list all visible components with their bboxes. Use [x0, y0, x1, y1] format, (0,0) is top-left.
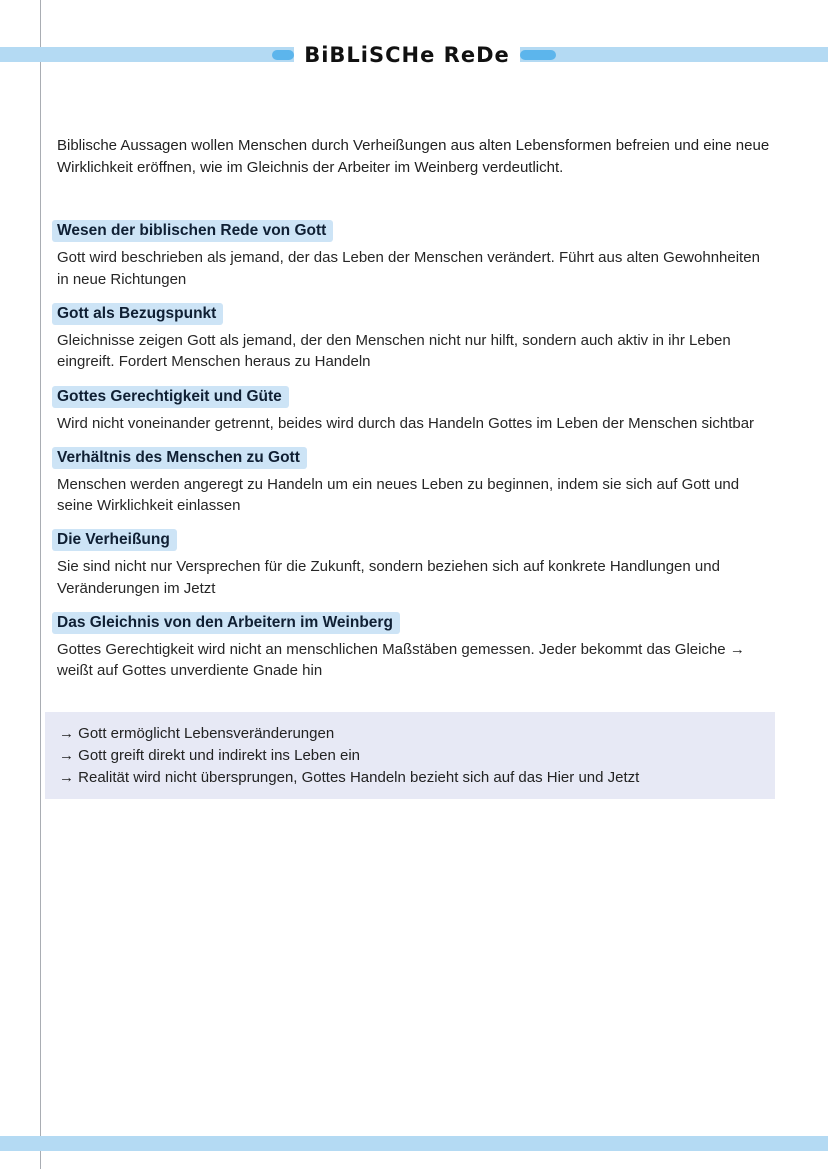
title-row — [0, 38, 828, 72]
page-title: BiBLiSCHe ReDe — [294, 41, 520, 69]
summary-item: → Gott greift direkt und indirekt ins Leben ein — [59, 746, 360, 764]
summary-box — [45, 712, 775, 799]
content-area — [57, 120, 773, 695]
section-heading: Wesen der biblischen Rede von Gott — [52, 220, 333, 242]
section-wesen — [57, 220, 773, 290]
title-accent-left-icon — [272, 50, 294, 60]
section-heading: Verhältnis des Menschen zu Gott — [52, 447, 307, 469]
summary-item: → Gott ermöglicht Lebensveränderungen — [59, 725, 335, 742]
footer-band — [0, 1136, 828, 1151]
section-heading: Das Gleichnis von den Arbeitern im Weinberg — [52, 612, 400, 634]
section-body: Gottes Gerechtigkeit wird nicht an menschlichen Maßstäben gemessen. Jeder bekommt das Gleiche → weißt auf Gottes unverdiente Gnade hin — [57, 641, 745, 680]
section-body: Gott wird beschrieben als jemand, der das Leben der Menschen verändert. Führt aus alten Gewohnheiten in neue Richtungen — [57, 249, 760, 288]
title-accent-right-icon — [520, 50, 556, 60]
section-heading: Gott als Bezugspunkt — [52, 303, 223, 325]
section-weinberg — [57, 612, 773, 682]
summary-item: → Realität wird nicht übersprungen, Gottes Handeln bezieht sich auf das Hier und Jetzt — [59, 768, 640, 786]
section-heading: Die Verheißung — [52, 529, 177, 551]
section-gerechtigkeit — [57, 386, 773, 434]
section-body: Sie sind nicht nur Versprechen für die Zukunft, sondern beziehen sich auf konkrete Handlungen und Veränderungen im Jetzt — [57, 558, 720, 597]
notebook-margin-line — [40, 0, 41, 1169]
section-body: Menschen werden angeregt zu Handeln um ein neues Leben zu beginnen, indem sie sich auf Gott und seine Wirklichkeit einlassen — [57, 475, 740, 515]
section-heading: Gottes Gerechtigkeit und Güte — [52, 386, 289, 408]
intro-paragraph: Biblische Aussagen wollen Menschen durch Verheißungen aus alten Lebensformen befreien und eine neue Wirklichkeit eröffnen, wie im Gleichnis der Arbeiter im Weinberg verdeutlicht. — [57, 137, 770, 177]
section-body: Wird nicht voneinander getrennt, beides wird durch das Handeln Gottes im Leben der Menschen sichtbar — [57, 414, 755, 432]
section-bezugspunkt — [57, 303, 773, 373]
section-body: Gleichnisse zeigen Gott als jemand, der den Menschen nicht nur hilft, sondern auch aktiv in ihr Leben eingreift. Fordert Menschen heraus zu Handeln — [57, 331, 731, 371]
section-verhaeltnis — [57, 447, 773, 517]
section-verheissung — [57, 529, 773, 599]
